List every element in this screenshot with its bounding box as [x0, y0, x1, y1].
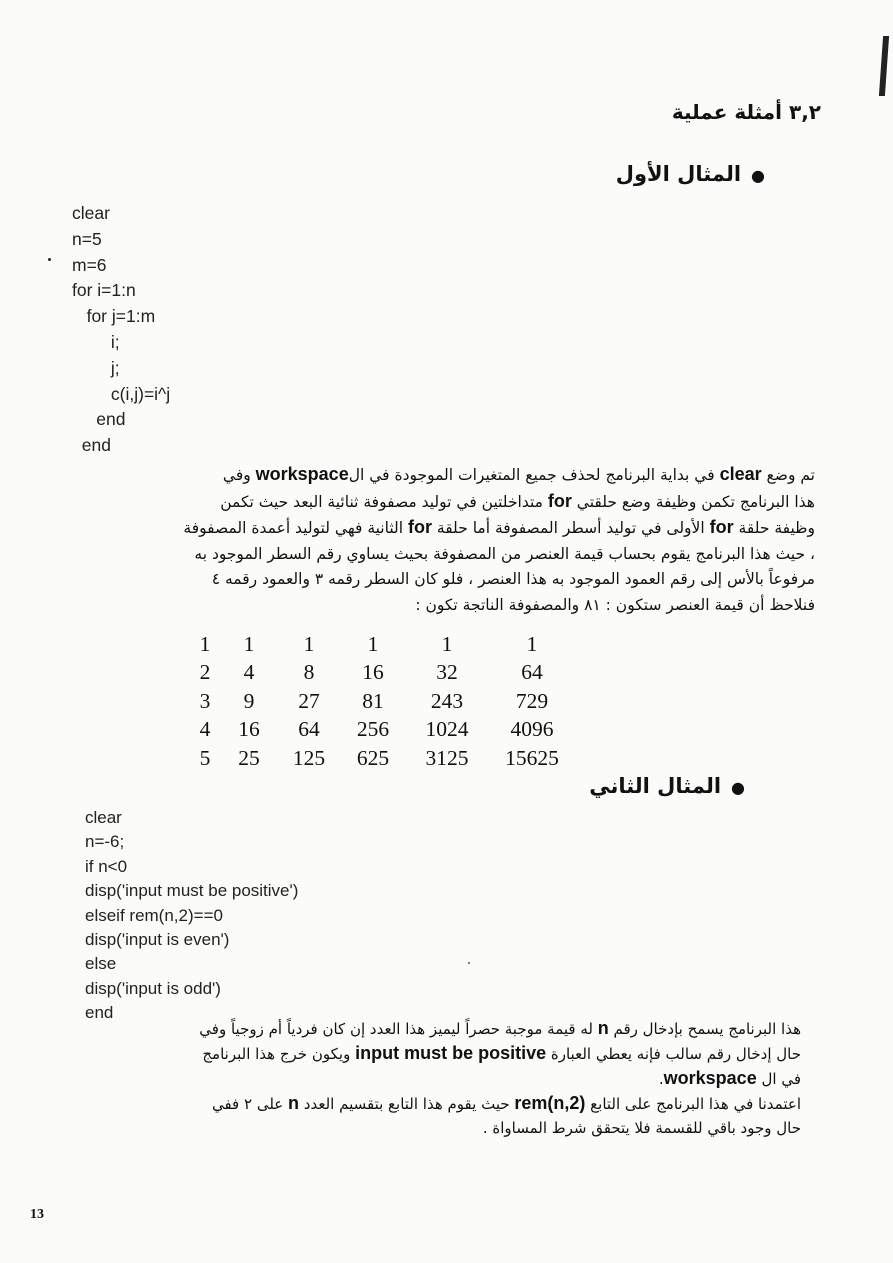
paragraph-text: وفي — [222, 466, 256, 484]
paragraph-text: له قيمة موجبة حصراً ليميز هذا العدد إن كان فردياً أم زوجياً وفي — [199, 1020, 598, 1038]
example1-heading — [616, 162, 765, 186]
matrix-cell: 125 — [292, 745, 326, 770]
matrix-cell: 16 — [238, 717, 260, 742]
matrix-cell: 16 — [362, 660, 384, 685]
matrix-cell: 1 — [243, 631, 255, 656]
example2-heading-text: المثال الثاني — [589, 774, 722, 798]
matrix-cell: 9 — [243, 688, 255, 713]
bullet-icon: ● — [751, 166, 765, 185]
scan-dot — [48, 258, 51, 261]
paragraph-line — [25, 567, 815, 593]
matrix-cell: 4 — [199, 717, 211, 742]
paragraph-line — [21, 1041, 801, 1066]
paragraph-text: فنلاحظ أن قيمة العنصر ستكون : ٨١ والمصفوفة الناتجة تكون : — [415, 595, 815, 614]
paragraph-line — [25, 515, 815, 542]
inline-code: for — [407, 517, 432, 537]
matrix-cell: 1 — [199, 631, 211, 656]
matrix-cell: 4096 — [510, 717, 554, 742]
inline-code: for — [547, 490, 572, 511]
paragraph-text: اعتمدنا في هذا البرنامج على التابع — [585, 1095, 801, 1113]
paragraph-text: الثانية فهي لتوليد أعمدة المصفوفة — [183, 519, 408, 537]
paragraph-text: ، حيث هذا البرنامج يقوم بحساب قيمة العنصر من المصفوفة بحيث يساوي رقم السطر الموجود به — [194, 544, 815, 563]
paragraph-text: تم وضع — [761, 466, 815, 484]
matrix-cell: 1 — [441, 631, 453, 656]
matrix-cell: 1 — [526, 631, 538, 656]
matrix-cell: 3 — [199, 688, 211, 713]
paragraph-line — [25, 462, 815, 489]
paragraph-text: الأولى في توليد أسطر المصفوفة أما حلقة — [431, 519, 710, 537]
matrix-cell: 27 — [298, 688, 320, 713]
matrix-cell: 15625 — [505, 745, 559, 770]
paragraph-text: مرفوعاً بالأس إلى رقم العمود الموجود به هذا العنصر ، فلو كان السطر رقمه ٣ والعمود رقمه ٤ — [211, 570, 815, 588]
example2-heading — [589, 774, 745, 798]
example2-code: clear n=-6; if n<0 disp('input must be positive') elseif rem(n,2)==0 disp('input is even') else disp('input is odd') end — [85, 808, 299, 1023]
paragraph-text: حال إدخال رقم سالب فإنه يعطي العبارة — [546, 1045, 801, 1063]
matrix-row — [190, 687, 576, 716]
matrix-cell: 81 — [362, 688, 384, 713]
paragraph-text: . — [658, 1070, 664, 1088]
matrix-row — [190, 659, 576, 688]
matrix-cell: 625 — [356, 745, 390, 770]
section-title: ٣,٢ أمثلة عملية — [671, 100, 821, 124]
paragraph-text: على ٢ ففي — [211, 1095, 289, 1113]
matrix-cell: 25 — [238, 745, 260, 770]
matrix-row — [190, 744, 576, 773]
paragraph-line — [21, 1066, 801, 1091]
inline-code: workspace — [663, 1068, 757, 1088]
example1-heading-text: المثال الأول — [615, 162, 742, 186]
bullet-icon: ● — [731, 778, 745, 797]
matrix-cell: 64 — [298, 717, 320, 742]
paragraph-line — [21, 1116, 801, 1140]
matrix-cell: 256 — [356, 717, 390, 742]
matrix-cell: 64 — [521, 660, 543, 685]
example1-code: clear n=5 m=6 for i=1:n for j=1:m i; j; c(i,j)=i^j end end — [72, 203, 171, 456]
result-matrix — [190, 630, 576, 773]
matrix-row — [190, 630, 576, 659]
paragraph-text: هذا البرنامج يسمح بإدخال رقم — [608, 1020, 801, 1038]
matrix-cell: 729 — [515, 688, 549, 713]
matrix-cell: 1024 — [425, 717, 469, 742]
paragraph-text: متداخلتين في توليد مصفوفة ثنائية البعد حيث تكمن — [220, 492, 548, 511]
inline-code: n — [288, 1093, 300, 1113]
paragraph-text: ويكون خرج هذا البرنامج — [202, 1045, 356, 1063]
inline-code: workspace — [255, 464, 349, 484]
paragraph-text: حال وجود باقي للقسمة فلا يتحقق شرط المساواة . — [482, 1119, 801, 1137]
matrix-cell: 3125 — [425, 745, 469, 770]
paragraph-line — [25, 593, 815, 619]
paragraph-text: في ال — [756, 1070, 801, 1088]
inline-code: for — [709, 517, 734, 537]
matrix-cell: 4 — [243, 660, 255, 685]
matrix-cell: 2 — [199, 660, 211, 685]
matrix-cell: 243 — [430, 688, 464, 713]
inline-code: rem(n,2) — [514, 1093, 586, 1113]
paragraph-line — [25, 489, 815, 516]
paragraph-text: في بداية البرنامج لحذف جميع المتغيرات الموجودة في ال — [348, 466, 720, 484]
paragraph-text: وظيفة حلقة — [733, 519, 815, 537]
matrix-row — [190, 716, 576, 745]
paragraph-text: حيث يقوم هذا التابع بتقسيم العدد — [299, 1095, 515, 1113]
paragraph-line — [21, 1016, 801, 1041]
matrix-cell: 5 — [199, 745, 211, 770]
example2-paragraph — [21, 1016, 801, 1140]
example1-paragraph — [25, 462, 815, 618]
matrix-cell: 1 — [303, 631, 315, 656]
paragraph-text: هذا البرنامج تكمن وظيفة وضع حلقتي — [571, 492, 815, 511]
paragraph-line — [25, 542, 815, 568]
inline-code: input must be positive — [355, 1043, 547, 1063]
page-number: 13 — [30, 1207, 44, 1222]
scan-dot — [468, 962, 470, 964]
paragraph-line — [21, 1091, 801, 1116]
inline-code: clear — [719, 464, 762, 484]
matrix-cell: 1 — [367, 631, 379, 656]
matrix-cell: 8 — [303, 660, 315, 685]
scan-edge-mark — [879, 36, 889, 96]
matrix-cell: 32 — [436, 660, 458, 685]
inline-code: n — [597, 1018, 609, 1038]
